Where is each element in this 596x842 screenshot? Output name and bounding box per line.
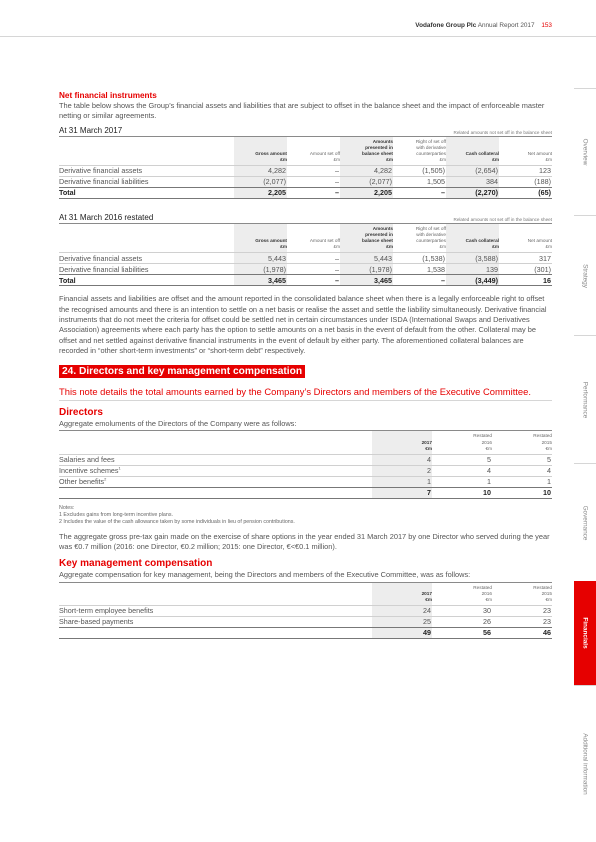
nav-tab-label: Financials bbox=[581, 617, 589, 649]
share-option-gain-text: The aggregate gross pre-tax gain made on the exercise of share options in the year ended 31 March 2017 by one Director who served during the year was €0.7 million (2016: one Director, €0.2 million; 2015: one Director, €<€0.1 million). bbox=[59, 531, 550, 551]
total-label bbox=[59, 627, 372, 638]
offset-table-2016 bbox=[59, 224, 552, 286]
nav-tab-performance[interactable] bbox=[574, 335, 596, 463]
table-cell: – bbox=[287, 165, 340, 176]
table-cell: (2,077) bbox=[340, 176, 393, 187]
table-row bbox=[59, 253, 552, 264]
table-cell: 4 bbox=[492, 465, 552, 476]
table-cell: – bbox=[393, 187, 446, 198]
table-cell: (1,978) bbox=[234, 264, 287, 275]
row-label: Incentive schemes$^1$ bbox=[59, 465, 372, 476]
related-amounts-note-2017: Related amounts not set off in the balance sheet bbox=[453, 129, 552, 135]
col-header-right-setoff: Right of set off with derivative counterparties £m bbox=[415, 138, 446, 162]
col-header-2015: Restated 2015 €m bbox=[533, 433, 552, 451]
total-label: Total bbox=[59, 187, 234, 198]
col-header-right-setoff: Right of set off with derivative counterparties £m bbox=[415, 225, 446, 250]
net-financial-instruments-intro: The table below shows the Group’s financial assets and liabilities that are subject to offset in the balance sheet and the impact of enforceable master netting or similar agreements. bbox=[59, 101, 545, 121]
directors-title: Directors bbox=[59, 407, 103, 419]
nav-tab-label: Additional information bbox=[581, 733, 589, 795]
row-label: Derivative financial assets bbox=[59, 165, 234, 176]
table-cell: 4 bbox=[372, 454, 432, 465]
row-label: Salaries and fees bbox=[59, 454, 372, 465]
table-cell: 3,465 bbox=[340, 275, 393, 286]
header-report: Annual Report 2017 bbox=[477, 22, 535, 29]
note-24-subtitle: This note details the total amounts earned by the Company’s Directors and members of the Executive Committee. bbox=[59, 385, 552, 401]
offset-table-2017 bbox=[59, 137, 552, 199]
table-cell: 5 bbox=[492, 454, 552, 465]
table-cell: 123 bbox=[499, 165, 552, 176]
header-brand: Vodafone Group Plc bbox=[415, 22, 477, 29]
note-item: 1 Excludes gains from long-term incentive plans. bbox=[59, 511, 173, 518]
total-row bbox=[59, 187, 552, 198]
table-row bbox=[59, 605, 552, 616]
table-cell: 1 bbox=[432, 476, 492, 487]
table-cell: 10 bbox=[432, 487, 492, 498]
table-cell: 139 bbox=[446, 264, 499, 275]
table-header-row bbox=[59, 583, 552, 606]
table-cell: 3,465 bbox=[234, 275, 287, 286]
table-row bbox=[59, 476, 552, 487]
nav-tab-label: Governance bbox=[581, 505, 589, 540]
col-header-gross: Gross amount £m bbox=[234, 137, 287, 166]
col-header-2016: Restated 2016 €m bbox=[473, 433, 492, 451]
table-cell: 1 bbox=[372, 476, 432, 487]
key-management-table bbox=[59, 583, 552, 639]
col-header-setoff: Amount set off £m bbox=[309, 150, 340, 162]
related-amounts-note-2016: Related amounts not set off in the balance sheet bbox=[453, 216, 552, 222]
nav-tab-financials[interactable] bbox=[574, 581, 596, 685]
col-header-presented: Amounts presented in balance sheet £m bbox=[340, 137, 393, 166]
table-2017-caption bbox=[59, 126, 552, 137]
table-cell: – bbox=[287, 187, 340, 198]
main-content bbox=[59, 90, 552, 639]
col-header-presented: Amounts presented in balance sheet £m bbox=[340, 224, 393, 253]
col-header-2016: Restated 2016 €m bbox=[473, 584, 492, 602]
table-2017-title: At 31 March 2017 bbox=[59, 125, 123, 135]
table-cell: 1,538 bbox=[393, 264, 446, 275]
table-row bbox=[59, 465, 552, 476]
row-label: Derivative financial liabilities bbox=[59, 176, 234, 187]
total-row bbox=[59, 487, 552, 498]
table-row bbox=[59, 165, 552, 176]
total-row bbox=[59, 275, 552, 286]
table-row bbox=[59, 264, 552, 275]
table-cell: – bbox=[287, 253, 340, 264]
directors-intro: Aggregate emoluments of the Directors of the Company were as follows: bbox=[59, 419, 552, 431]
table-row bbox=[59, 176, 552, 187]
table-cell: (301) bbox=[499, 264, 552, 275]
table-cell: 10 bbox=[492, 487, 552, 498]
nav-tab-governance[interactable] bbox=[574, 463, 596, 581]
row-label: Share-based payments bbox=[59, 616, 372, 627]
row-label: Derivative financial assets bbox=[59, 253, 234, 264]
nav-tab-additional-information[interactable] bbox=[574, 685, 596, 842]
notes-title: Notes: bbox=[59, 504, 75, 511]
table-cell: – bbox=[287, 176, 340, 187]
header-divider bbox=[0, 36, 596, 37]
table-cell: 384 bbox=[446, 176, 499, 187]
label-header bbox=[59, 431, 372, 454]
table-cell: 7 bbox=[372, 487, 432, 498]
table-row bbox=[59, 616, 552, 627]
table-cell: 30 bbox=[432, 605, 492, 616]
note-item: 2 Includes the value of the cash allowance taken by some individuals in lieu of pension contributions. bbox=[59, 518, 295, 525]
col-header-net: Net amount £m bbox=[527, 150, 552, 162]
table-cell: 4 bbox=[432, 465, 492, 476]
page-header bbox=[415, 22, 552, 29]
table-cell: (2,077) bbox=[234, 176, 287, 187]
table-cell: 26 bbox=[432, 616, 492, 627]
table-cell: 5,443 bbox=[340, 253, 393, 264]
table-cell: 317 bbox=[499, 253, 552, 264]
table-cell: 4,282 bbox=[234, 165, 287, 176]
table-header-row bbox=[59, 137, 552, 166]
table-cell: (65) bbox=[499, 187, 552, 198]
note-24-heading: 24. Directors and key management compensation bbox=[59, 365, 305, 378]
table-cell: 5,443 bbox=[234, 253, 287, 264]
table-cell: 23 bbox=[492, 605, 552, 616]
table-cell: 1 bbox=[492, 476, 552, 487]
nav-tab-label: Performance bbox=[581, 381, 589, 418]
table-cell: – bbox=[287, 264, 340, 275]
table-header-row bbox=[59, 431, 552, 454]
col-header-2017: 2017 €m bbox=[372, 431, 432, 454]
key-management-title: Key management compensation bbox=[59, 558, 213, 570]
col-header-2015: Restated 2015 €m bbox=[533, 584, 552, 602]
table-2016-caption bbox=[59, 213, 552, 224]
row-label: Derivative financial liabilities bbox=[59, 264, 234, 275]
table-cell: (2,270) bbox=[446, 187, 499, 198]
table-cell: 2,205 bbox=[340, 187, 393, 198]
table-cell: (3,588) bbox=[446, 253, 499, 264]
total-label bbox=[59, 487, 372, 498]
page-number: 153 bbox=[541, 22, 552, 29]
table-cell: 2 bbox=[372, 465, 432, 476]
table-cell: (1,505) bbox=[393, 165, 446, 176]
table-cell: 4,282 bbox=[340, 165, 393, 176]
table-cell: (1,978) bbox=[340, 264, 393, 275]
offset-explanation: Financial assets and liabilities are offset and the amount reported in the consolidated balance sheet when there is a legally enforceable right to offset the recognised amounts and there is an intention to settle on a net basis or realise the asset and settle the liability simultaneously. Derivative financial instruments that do not meet the criteria for offset could be settled net in certain circumstances under ISDA (International Swaps and Derivatives Association) agreements where each party has the option to settle amounts on a net basis in the event of default from the other. Collateral may be offset and net settled against derivative financial instruments in the event of default by either party. The aforementioned collateral balances are recorded in “other short-term investments” or “short-term debt” respectively. bbox=[59, 294, 547, 355]
col-header-setoff: Amount set off £m bbox=[309, 238, 340, 250]
table-cell: 1,505 bbox=[393, 176, 446, 187]
col-header-2017: 2017 €m bbox=[372, 583, 432, 606]
label-header bbox=[59, 583, 372, 606]
nav-tab-overview[interactable] bbox=[574, 88, 596, 215]
col-header-cash: Cash collateral £m bbox=[446, 224, 499, 253]
net-financial-instruments-title: Net financial instruments bbox=[59, 91, 157, 100]
table-cell: 25 bbox=[372, 616, 432, 627]
table-cell: 46 bbox=[492, 627, 552, 638]
nav-tab-strategy[interactable] bbox=[574, 215, 596, 335]
table-2016-title: At 31 March 2016 restated bbox=[59, 212, 154, 222]
table-cell: 16 bbox=[499, 275, 552, 286]
table-cell: 5 bbox=[432, 454, 492, 465]
label-header bbox=[59, 224, 234, 253]
col-header-net: Net amount £m bbox=[527, 238, 552, 250]
table-cell: (2,654) bbox=[446, 165, 499, 176]
table-cell: 56 bbox=[432, 627, 492, 638]
table-row bbox=[59, 454, 552, 465]
total-label: Total bbox=[59, 275, 234, 286]
table-cell: 2,205 bbox=[234, 187, 287, 198]
label-header bbox=[59, 137, 234, 166]
row-label: Other benefits$^2$ bbox=[59, 476, 372, 487]
total-row bbox=[59, 627, 552, 638]
table-cell: 49 bbox=[372, 627, 432, 638]
section-navigation bbox=[574, 88, 596, 842]
table-cell: – bbox=[287, 275, 340, 286]
table-cell: (3,449) bbox=[446, 275, 499, 286]
key-management-intro: Aggregate compensation for key management, being the Directors and members of the Executive Committee, was as follows: bbox=[59, 570, 552, 582]
table-cell: (188) bbox=[499, 176, 552, 187]
table-cell: 24 bbox=[372, 605, 432, 616]
table-cell: (1,538) bbox=[393, 253, 446, 264]
row-label: Short-term employee benefits bbox=[59, 605, 372, 616]
col-header-gross: Gross amount £m bbox=[234, 224, 287, 253]
directors-notes bbox=[59, 505, 552, 526]
nav-tab-label: Overview bbox=[581, 138, 589, 166]
col-header-cash: Cash collateral £m bbox=[446, 137, 499, 166]
nav-tab-label: Strategy bbox=[581, 263, 589, 288]
table-cell: – bbox=[393, 275, 446, 286]
table-cell: 23 bbox=[492, 616, 552, 627]
table-header-row bbox=[59, 224, 552, 253]
directors-emoluments-table bbox=[59, 431, 552, 498]
